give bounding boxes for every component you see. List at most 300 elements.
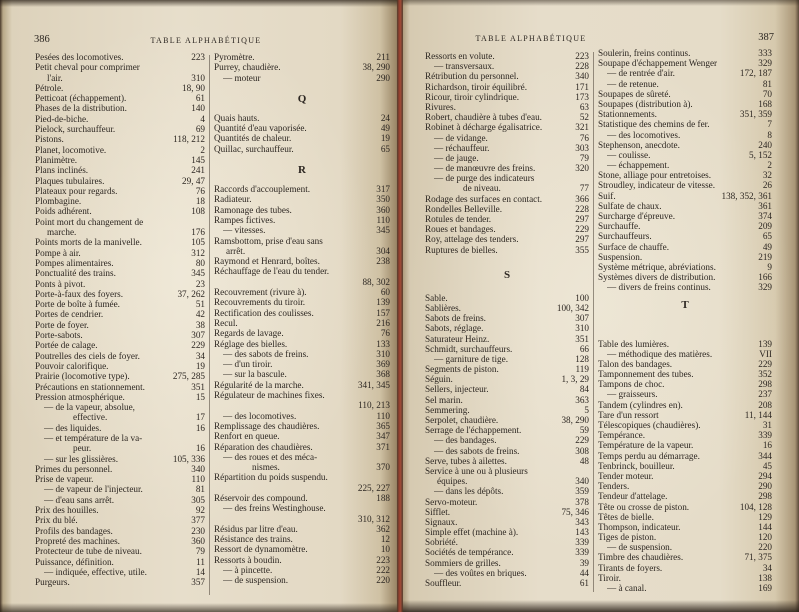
page-reference: 321 [575,122,589,133]
index-entry [214,184,390,194]
right-page [400,0,799,612]
entry-term: Sulfate de chaux. [598,200,662,211]
page-reference: 70 [762,88,772,99]
index-entry [35,526,205,536]
page-reference: 297 [575,234,589,245]
page-reference: 18, 90 [182,82,205,93]
index-entry-line [598,58,772,68]
entry-term: Robert, chaudière à tubes d'eau. [425,112,542,123]
index-entry-line [425,354,589,364]
index-entry-line [35,289,205,299]
index-entry [35,145,205,155]
entry-term: — des voûtes en briques. [434,567,527,578]
page-reference: 84 [579,384,589,395]
index-entry [598,231,772,241]
page-reference: 92 [195,505,205,516]
page-reference: 307 [575,313,589,324]
index-entry-line [214,73,390,83]
index-entry [214,339,390,349]
index-entry-line [35,361,205,371]
index-entry-line [214,400,390,410]
index-entry-line [35,206,205,216]
page-reference: 360 [376,204,390,215]
index-entry-line [598,99,772,109]
index-entry [598,58,772,68]
index-column [35,52,205,587]
entry-term: Serve, tubes à ailettes. [425,455,507,466]
page-reference: 305 [191,494,205,505]
index-entry [35,464,205,474]
index-entry-line [425,344,589,354]
index-entry-line [214,462,390,472]
page-reference: 307 [191,330,205,341]
index-entry-line [35,351,205,361]
index-entry [425,507,589,517]
entry-term: Rivures. [425,101,456,112]
page-reference: 347 [376,431,390,442]
page-reference: 209 [758,221,772,232]
index-entry-line [214,339,390,349]
entry-term: — des sabots de freins. [223,348,309,359]
index-entry-line [214,421,390,431]
index-entry-line [35,495,205,505]
entry-term: Tender moteur. [598,470,654,481]
entry-term: — de jauge. [434,152,479,163]
entry-term: Tiges de piston. [598,532,657,543]
entry-term: Réglage des bielles. [214,338,288,349]
index-entry-line [598,160,772,170]
index-entry-line [35,546,205,556]
index-entry-line [425,51,589,61]
entry-term: Ruptures de bielles. [425,244,498,255]
index-entry [35,454,205,464]
index-entry-line [425,214,589,224]
page-reference: 44 [579,567,589,578]
page-reference: 12 [380,534,390,545]
index-entry-line [598,68,772,78]
index-entry [214,369,390,379]
entry-term: Table des lumières. [598,338,670,349]
index-entry [598,502,772,512]
index-entry-line [35,114,205,124]
index-entry [598,79,772,89]
index-entry [35,340,205,350]
index-entry [598,170,772,180]
entry-term: — à pincette. [223,565,273,576]
index-entry-line [214,483,390,493]
entry-term: Temps perdu au démarrage. [598,450,700,461]
entry-term: Renfort en queue. [214,431,280,442]
index-entry [598,542,772,552]
index-entry [598,440,772,450]
index-entry [214,297,390,307]
index-entry [35,382,205,392]
page-reference: 15 [195,391,205,402]
index-entry [598,252,772,262]
index-entry [214,349,390,359]
entry-term: Stephenson, anecdote. [598,139,680,150]
index-entry [598,400,772,410]
entry-term: Rotules de tender. [425,214,492,224]
page-reference: 374 [758,211,772,221]
index-entry [598,512,772,522]
page-reference: 88, 302 [362,276,390,287]
index-entry-line [214,369,390,379]
page-reference: 110 [191,474,205,485]
index-entry-line [598,221,772,231]
index-entry [425,537,589,547]
page-reference: 81 [762,78,772,89]
index-entry [35,258,205,268]
entry-term: Pompes alimentaires. [35,257,114,268]
index-column [214,52,390,586]
index-entry-line [598,369,772,379]
entry-term: Profils des bandages. [35,525,113,536]
index-entry [214,113,390,123]
index-entry [214,411,390,421]
index-entry [214,266,390,287]
page-reference: 10 [380,544,390,555]
index-entry-line [35,268,205,278]
entry-term: Ponts à pivot. [35,278,86,289]
index-entry [35,299,205,309]
index-entry [598,349,772,359]
page-reference: 297 [575,214,589,224]
page-reference: 49 [380,123,390,134]
index-entry-line [598,573,772,583]
index-entry [598,140,772,150]
page-reference: 223 [575,51,589,61]
index-entry-line [425,476,589,486]
entry-term: Quais hauts. [214,112,260,123]
index-entry [214,359,390,369]
index-entry-line [35,320,205,330]
entry-term: Sablières. [425,302,461,313]
entry-term: Regards de lavage. [214,328,284,339]
index-entry-line [35,340,205,350]
entry-term: Systèmes divers de distribution. [598,272,716,283]
index-entry-line [598,481,772,491]
index-entry [214,205,390,215]
entry-term: Régularité de la marche. [214,379,304,390]
index-entry-line [425,204,589,214]
page-reference: 1, 3, 29 [561,374,589,385]
index-entry-line [214,390,390,400]
entry-term: Ressort de dynamomètre. [214,544,308,555]
entry-term: — des bandages. [434,435,497,446]
entry-term: Raccords d'accouplement. [214,184,311,195]
index-entry [598,451,772,461]
entry-term: Température de la vapeur. [598,440,694,451]
entry-term: Pielock, surchauffeur. [35,124,116,135]
running-head: TABLE ALPHABÉTIQUE [150,36,262,45]
index-entry [214,194,390,204]
entry-term: Stroudley, indicateur de vitesse. [598,180,716,191]
index-entry-line [598,461,772,471]
index-entry [425,405,589,415]
entry-term: Recouvrement (rivure à). [214,287,307,298]
page-reference: 18 [195,196,205,207]
index-entry [425,446,589,456]
index-entry [35,124,205,134]
page-reference: 171 [575,81,589,92]
page-reference: 138 [758,572,772,583]
entry-term: Plateaux pour regards. [35,185,118,196]
index-entry [35,495,205,505]
index-entry-line [35,279,205,289]
entry-term: Robinet à décharge égalisatrice. [425,122,543,133]
entry-term: — des locomotives. [223,410,297,421]
index-entry-line [214,524,390,534]
page-reference: 29, 47 [182,175,205,186]
index-entry-line [598,440,772,450]
entry-term: — de suspension. [223,575,289,586]
index-entry-line [598,201,772,211]
index-entry-line [35,567,205,577]
index-entry [35,93,205,103]
index-entry [425,153,589,163]
entry-term: Réparation des chaudières. [214,441,313,452]
index-entry [214,390,390,411]
entry-term: Tempérance. [598,430,646,441]
page-reference: 317 [376,184,390,195]
index-entry-line [35,93,205,103]
entry-term: Roues et bandages. [425,224,496,235]
page-reference: 37, 262 [177,288,205,299]
index-entry-line [35,186,205,196]
entry-term: Points morts de la manivelle. [35,237,142,248]
entry-term: Rectification des coulisses. [214,307,314,318]
page-reference: 31 [762,420,772,430]
index-entry-line [214,62,390,72]
page-reference: 16 [195,422,205,433]
index-entry [598,471,772,481]
entry-term: — et température de la va- [44,432,143,443]
entry-term: Purgeurs. [35,577,70,588]
page-reference: 38 [195,319,205,330]
entry-term: Remplissage des chaudières. [214,420,320,431]
index-entry [425,133,589,143]
index-entry [35,155,205,165]
page-reference: 365 [376,420,390,431]
entry-term: Porte-sabots. [35,330,83,341]
page-reference: 290 [376,72,390,83]
index-entry-line [35,134,205,144]
index-entry-line [35,83,205,93]
index-entry [425,173,589,193]
entry-term: Prix du blé. [35,515,78,526]
entry-term: Tenders. [598,481,630,492]
page-reference: 298 [758,491,772,502]
index-entry-line [35,237,205,247]
page-reference: 211 [376,52,390,62]
entry-term: Portée de calage. [35,340,98,351]
entry-term: Puissance, définition. [35,556,114,567]
page-reference: 275, 285 [172,371,205,382]
page-reference: 241 [191,165,205,176]
index-entry [425,92,589,102]
page-reference: 7 [767,119,772,130]
page-reference: 139 [758,338,772,349]
page-reference: 240 [758,139,772,150]
index-entry [598,99,772,109]
page-reference: 166 [758,272,772,283]
index-entry-line [214,472,390,482]
index-entry [35,433,205,454]
entry-term: Radiateur. [214,194,252,205]
page-reference: 120 [758,532,772,543]
entry-term: Rétribution du personnel. [425,71,519,82]
page-reference: 42 [195,309,205,320]
page-reference: 225, 227 [357,482,390,493]
page-reference: 133 [376,338,390,349]
index-entry-line [35,330,205,340]
entry-term: Sabots, réglage. [425,323,484,334]
entry-term: Richardson, tiroir équilibré. [425,81,528,92]
page-reference: 11, 144 [744,409,772,420]
index-entry-line [214,144,390,154]
entry-term: — des liquides. [44,422,102,433]
index-entry-line [598,532,772,542]
index-entry-line [598,359,772,369]
index-entry-line [425,374,589,384]
entry-term: Propreté des machines. [35,535,120,546]
page-reference: 339 [758,430,772,441]
index-entry-line [35,505,205,515]
page-reference: 303 [575,142,589,153]
index-entry [425,112,589,122]
page-reference: 79 [579,152,589,163]
entry-term: Service à une ou à plusieurs [425,465,528,476]
entry-term: — sur les glissières. [44,453,119,464]
index-entry [214,318,390,328]
column-divider [209,55,210,595]
index-entry [35,402,205,423]
page-reference: 369 [376,359,390,370]
index-entry-line [425,547,589,557]
page-reference: 39 [579,557,589,568]
index-entry-line [214,452,390,462]
index-entry-line [35,464,205,474]
page-reference: 351 [575,333,589,344]
index-entry [35,114,205,124]
index-entry-line [598,379,772,389]
entry-term: Tandem (cylindres en). [598,399,683,410]
entry-term: Signaux. [425,516,458,527]
entry-term: — de la vapeur, absolue, [44,402,135,413]
index-entry [35,289,205,299]
page-reference: 344 [758,450,772,461]
page-reference: 355 [575,244,589,255]
index-entry-line [598,272,772,282]
page-reference: 19 [195,360,205,371]
index-entry [214,575,390,585]
entry-term: Talon des bandages. [598,358,673,369]
entry-term: Soupapes de sûreté. [598,88,671,99]
index-entry [598,461,772,471]
entry-term: Segments de piston. [425,364,499,375]
index-entry-line [35,196,205,206]
entry-term: — transversaux. [434,61,495,72]
entry-term: Tirants de foyers. [598,562,663,573]
page-number: 386 [34,34,50,45]
index-entry-line [598,231,772,241]
index-entry-line [35,176,205,186]
index-entry [598,242,772,252]
index-entry [214,308,390,318]
index-entry [35,248,205,258]
page-reference: 48 [579,455,589,466]
index-entry-line [35,227,205,237]
entry-term: Rampes fictives. [214,214,276,225]
index-entry [425,415,589,425]
page-reference: 308 [575,445,589,456]
page-reference: 208 [758,399,772,410]
page-reference: 76 [195,185,205,196]
index-entry-line [425,82,589,92]
index-entry-line [598,400,772,410]
index-entry-line [598,140,772,150]
entry-term: Plombagine. [35,196,82,207]
page-reference: 119 [575,364,589,375]
index-entry [598,369,772,379]
index-entry-line [35,484,205,494]
entry-term: Résidus par litre d'eau. [214,523,298,534]
index-entry-line [425,405,589,415]
index-entry [598,420,772,430]
entry-term: Roy, attelage des tenders. [425,234,519,245]
index-entry [598,160,772,170]
index-entry [598,522,772,532]
page-reference: 75, 346 [561,506,589,517]
index-entry-line [598,542,772,552]
page-reference: 129 [758,511,772,522]
page-reference: 2 [767,160,772,171]
entry-term: — divers de freins continus. [607,282,711,293]
index-entry [425,395,589,405]
index-entry [598,379,772,389]
page-reference: 220 [376,575,390,586]
index-entry [425,435,589,445]
index-entry [214,123,390,133]
page-reference: 230 [191,525,205,536]
entry-term: Réchauffage de l'eau du tender. [214,266,329,277]
index-entry [35,134,205,144]
entry-term: — graisseurs. [607,389,658,400]
index-entry [214,215,390,225]
entry-term: — indiquée, effective, utile. [44,566,147,577]
page-reference: 59 [579,425,589,436]
entry-term: Tiroir. [598,572,621,583]
page-reference: 237 [758,389,772,400]
page-reference: 304 [376,245,390,256]
index-entry-line [425,122,589,132]
entry-term: Semmering. [425,404,470,415]
index-entry [598,563,772,573]
index-entry [35,557,205,567]
index-entry-line [35,392,205,402]
page-reference: 229 [758,358,772,369]
entry-term: Ramsbottom, prise d'eau sans [214,235,323,246]
index-entry-line [35,371,205,381]
entry-term: Thompson, indicateur. [598,521,681,532]
index-entry [35,217,205,238]
index-entry-line [214,215,390,225]
index-entry [598,573,772,583]
index-entry [598,221,772,231]
entry-term: Ressorts en volute. [425,51,495,61]
page-reference: 294 [758,470,772,481]
